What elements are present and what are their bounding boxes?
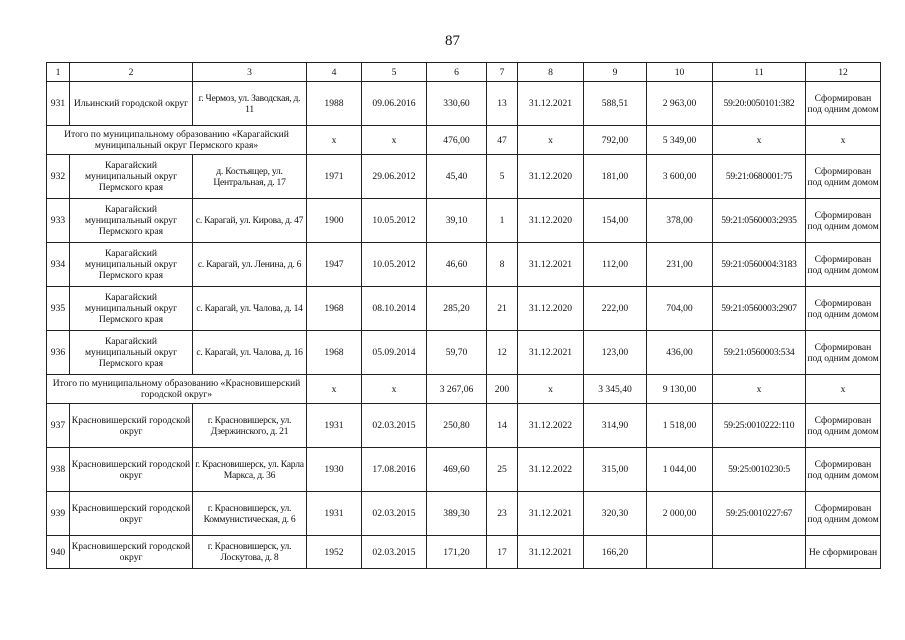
cell-land-area: 588,51 — [584, 82, 647, 126]
column-number-9: 9 — [584, 63, 647, 82]
column-number-12: 12 — [806, 63, 881, 82]
cell-build-year: 1931 — [307, 404, 362, 448]
summary-land-area: 3 345,40 — [584, 375, 647, 404]
cell-build-year: 1900 — [307, 199, 362, 243]
cell-resettlement-deadline: 31.12.2021 — [518, 82, 584, 126]
cell-build-year: 1968 — [307, 331, 362, 375]
summary-cadastral-number: x — [713, 126, 806, 155]
column-number-row — [47, 63, 881, 82]
cell-municipality: Карагайский муниципальный округ Пермского края — [70, 243, 193, 287]
cell-area: 469,60 — [427, 448, 487, 492]
cell-row-number: 940 — [47, 536, 70, 569]
cell-land-area: 112,00 — [584, 243, 647, 287]
cell-address: д. Костьящер, ул. Центральная, д. 17 — [193, 155, 307, 199]
cell-recognition-date: 02.03.2015 — [362, 404, 427, 448]
cell-cadastral-number: 59:21:0560004:3183 — [713, 243, 806, 287]
cell-cost: 2 963,00 — [647, 82, 713, 126]
cell-land-area: 123,00 — [584, 331, 647, 375]
summary-land-status: x — [806, 126, 881, 155]
summary-residents: 200 — [487, 375, 518, 404]
table-row — [47, 155, 881, 199]
table-row — [47, 331, 881, 375]
cell-resettlement-deadline: 31.12.2021 — [518, 492, 584, 536]
cell-resettlement-deadline: 31.12.2022 — [518, 404, 584, 448]
cell-cadastral-number: 59:25:0010222:110 — [713, 404, 806, 448]
cell-row-number: 934 — [47, 243, 70, 287]
cell-land-area: 166,20 — [584, 536, 647, 569]
summary-area: 3 267,06 — [427, 375, 487, 404]
cell-cost: 231,00 — [647, 243, 713, 287]
cell-municipality: Карагайский муниципальный округ Пермского края — [70, 199, 193, 243]
column-number-5: 5 — [362, 63, 427, 82]
table-row — [47, 82, 881, 126]
table-row — [47, 287, 881, 331]
cell-area: 59,70 — [427, 331, 487, 375]
cell-residents: 5 — [487, 155, 518, 199]
column-number-1: 1 — [47, 63, 70, 82]
cell-cadastral-number: 59:20:0050101:382 — [713, 82, 806, 126]
cell-address: г. Красновишерск, ул. Лоскутова, д. 8 — [193, 536, 307, 569]
cell-recognition-date: 10.05.2012 — [362, 243, 427, 287]
cell-land-status: Сформирован под одним домом — [806, 404, 881, 448]
cell-land-area: 222,00 — [584, 287, 647, 331]
cell-recognition-date: 10.05.2012 — [362, 199, 427, 243]
cell-resettlement-deadline: 31.12.2021 — [518, 536, 584, 569]
cell-cadastral-number: 59:25:0010227:67 — [713, 492, 806, 536]
summary-recognition-date: x — [362, 375, 427, 404]
cell-residents: 25 — [487, 448, 518, 492]
column-number-6: 6 — [427, 63, 487, 82]
cell-address: г. Красновишерск, ул. Коммунистическая, д. 6 — [193, 492, 307, 536]
table-row — [47, 199, 881, 243]
summary-area: 476,00 — [427, 126, 487, 155]
cell-land-status: Сформирован под одним домом — [806, 243, 881, 287]
cell-municipality: Красновишерский городской округ — [70, 404, 193, 448]
cell-residents: 17 — [487, 536, 518, 569]
cell-area: 285,20 — [427, 287, 487, 331]
cell-land-status: Сформирован под одним домом — [806, 331, 881, 375]
cell-land-area: 320,30 — [584, 492, 647, 536]
cell-build-year: 1971 — [307, 155, 362, 199]
summary-land-area: 792,00 — [584, 126, 647, 155]
cell-area: 330,60 — [427, 82, 487, 126]
cell-residents: 23 — [487, 492, 518, 536]
table-body — [47, 63, 881, 569]
table-row — [47, 448, 881, 492]
cell-build-year: 1947 — [307, 243, 362, 287]
cell-resettlement-deadline: 31.12.2020 — [518, 199, 584, 243]
cell-residents: 14 — [487, 404, 518, 448]
column-number-2: 2 — [70, 63, 193, 82]
cell-land-status: Сформирован под одним домом — [806, 82, 881, 126]
cell-recognition-date: 17.08.2016 — [362, 448, 427, 492]
cell-residents: 13 — [487, 82, 518, 126]
summary-build-year: x — [307, 375, 362, 404]
cell-address: с. Карагай, ул. Чалова, д. 14 — [193, 287, 307, 331]
cell-area: 46,60 — [427, 243, 487, 287]
table-row — [47, 492, 881, 536]
table-row — [47, 404, 881, 448]
cell-municipality: Ильинский городской округ — [70, 82, 193, 126]
cell-cadastral-number: 59:25:0010230:5 — [713, 448, 806, 492]
cell-land-status: Сформирован под одним домом — [806, 492, 881, 536]
cell-row-number: 936 — [47, 331, 70, 375]
cell-recognition-date: 09.06.2016 — [362, 82, 427, 126]
cell-build-year: 1952 — [307, 536, 362, 569]
cell-cadastral-number: 59:21:0560003:2935 — [713, 199, 806, 243]
cell-residents: 1 — [487, 199, 518, 243]
summary-cadastral-number: x — [713, 375, 806, 404]
cell-address: с. Карагай, ул. Кирова, д. 47 — [193, 199, 307, 243]
cell-municipality: Красновишерский городской округ — [70, 492, 193, 536]
cell-residents: 21 — [487, 287, 518, 331]
summary-land-status: x — [806, 375, 881, 404]
cell-municipality: Карагайский муниципальный округ Пермского края — [70, 155, 193, 199]
cell-build-year: 1988 — [307, 82, 362, 126]
cell-row-number: 937 — [47, 404, 70, 448]
cell-land-status: Сформирован под одним домом — [806, 155, 881, 199]
cell-cadastral-number: 59:21:0680001:75 — [713, 155, 806, 199]
cell-recognition-date: 08.10.2014 — [362, 287, 427, 331]
cell-recognition-date: 02.03.2015 — [362, 536, 427, 569]
cell-land-status: Сформирован под одним домом — [806, 199, 881, 243]
cell-cost — [647, 536, 713, 569]
summary-row — [47, 126, 881, 155]
cell-land-area: 154,00 — [584, 199, 647, 243]
cell-cadastral-number — [713, 536, 806, 569]
cell-row-number: 935 — [47, 287, 70, 331]
summary-label: Итого по муниципальному образованию «Карагайский муниципальный округ Пермского края» — [47, 126, 307, 155]
cell-area: 171,20 — [427, 536, 487, 569]
cell-recognition-date: 02.03.2015 — [362, 492, 427, 536]
summary-resettlement-deadline: x — [518, 375, 584, 404]
summary-recognition-date: x — [362, 126, 427, 155]
cell-municipality: Карагайский муниципальный округ Пермского края — [70, 287, 193, 331]
cell-cost: 704,00 — [647, 287, 713, 331]
cell-area: 250,80 — [427, 404, 487, 448]
cell-area: 45,40 — [427, 155, 487, 199]
summary-cost: 5 349,00 — [647, 126, 713, 155]
cell-cost: 3 600,00 — [647, 155, 713, 199]
housing-register-table — [46, 62, 881, 569]
column-number-11: 11 — [713, 63, 806, 82]
cell-address: г. Красновишерск, ул. Карла Маркса, д. 36 — [193, 448, 307, 492]
cell-recognition-date: 29.06.2012 — [362, 155, 427, 199]
table-row — [47, 536, 881, 569]
summary-cost: 9 130,00 — [647, 375, 713, 404]
cell-row-number: 938 — [47, 448, 70, 492]
column-number-10: 10 — [647, 63, 713, 82]
cell-row-number: 931 — [47, 82, 70, 126]
cell-land-status: Не сформирован — [806, 536, 881, 569]
summary-build-year: x — [307, 126, 362, 155]
cell-row-number: 939 — [47, 492, 70, 536]
cell-resettlement-deadline: 31.12.2020 — [518, 155, 584, 199]
summary-resettlement-deadline: x — [518, 126, 584, 155]
cell-land-status: Сформирован под одним домом — [806, 287, 881, 331]
column-number-4: 4 — [307, 63, 362, 82]
page-number: 87 — [445, 33, 460, 49]
cell-land-status: Сформирован под одним домом — [806, 448, 881, 492]
summary-row — [47, 375, 881, 404]
cell-municipality: Красновишерский городской округ — [70, 448, 193, 492]
cell-cost: 1 518,00 — [647, 404, 713, 448]
cell-resettlement-deadline: 31.12.2022 — [518, 448, 584, 492]
summary-residents: 47 — [487, 126, 518, 155]
cell-cost: 378,00 — [647, 199, 713, 243]
cell-municipality: Красновишерский городской округ — [70, 536, 193, 569]
cell-build-year: 1930 — [307, 448, 362, 492]
cell-address: с. Карагай, ул. Чалова, д. 16 — [193, 331, 307, 375]
cell-area: 389,30 — [427, 492, 487, 536]
cell-resettlement-deadline: 31.12.2021 — [518, 331, 584, 375]
cell-municipality: Карагайский муниципальный округ Пермского края — [70, 331, 193, 375]
cell-land-area: 314,90 — [584, 404, 647, 448]
column-number-8: 8 — [518, 63, 584, 82]
cell-recognition-date: 05.09.2014 — [362, 331, 427, 375]
cell-residents: 12 — [487, 331, 518, 375]
cell-address: г. Красновишерск, ул. Дзержинского, д. 21 — [193, 404, 307, 448]
column-number-3: 3 — [193, 63, 307, 82]
cell-resettlement-deadline: 31.12.2021 — [518, 243, 584, 287]
cell-address: г. Чермоз, ул. Заводская, д. 11 — [193, 82, 307, 126]
cell-area: 39,10 — [427, 199, 487, 243]
cell-land-area: 315,00 — [584, 448, 647, 492]
cell-cost: 2 000,00 — [647, 492, 713, 536]
cell-land-area: 181,00 — [584, 155, 647, 199]
cell-cost: 1 044,00 — [647, 448, 713, 492]
cell-cadastral-number: 59:21:0560003:534 — [713, 331, 806, 375]
cell-build-year: 1968 — [307, 287, 362, 331]
cell-cost: 436,00 — [647, 331, 713, 375]
cell-residents: 8 — [487, 243, 518, 287]
cell-row-number: 932 — [47, 155, 70, 199]
summary-label: Итого по муниципальному образованию «Красновишерский городской округ» — [47, 375, 307, 404]
cell-address: с. Карагай, ул. Ленина, д. 6 — [193, 243, 307, 287]
cell-row-number: 933 — [47, 199, 70, 243]
table-row — [47, 243, 881, 287]
cell-build-year: 1931 — [307, 492, 362, 536]
cell-resettlement-deadline: 31.12.2020 — [518, 287, 584, 331]
column-number-7: 7 — [487, 63, 518, 82]
cell-cadastral-number: 59:21:0560003:2907 — [713, 287, 806, 331]
